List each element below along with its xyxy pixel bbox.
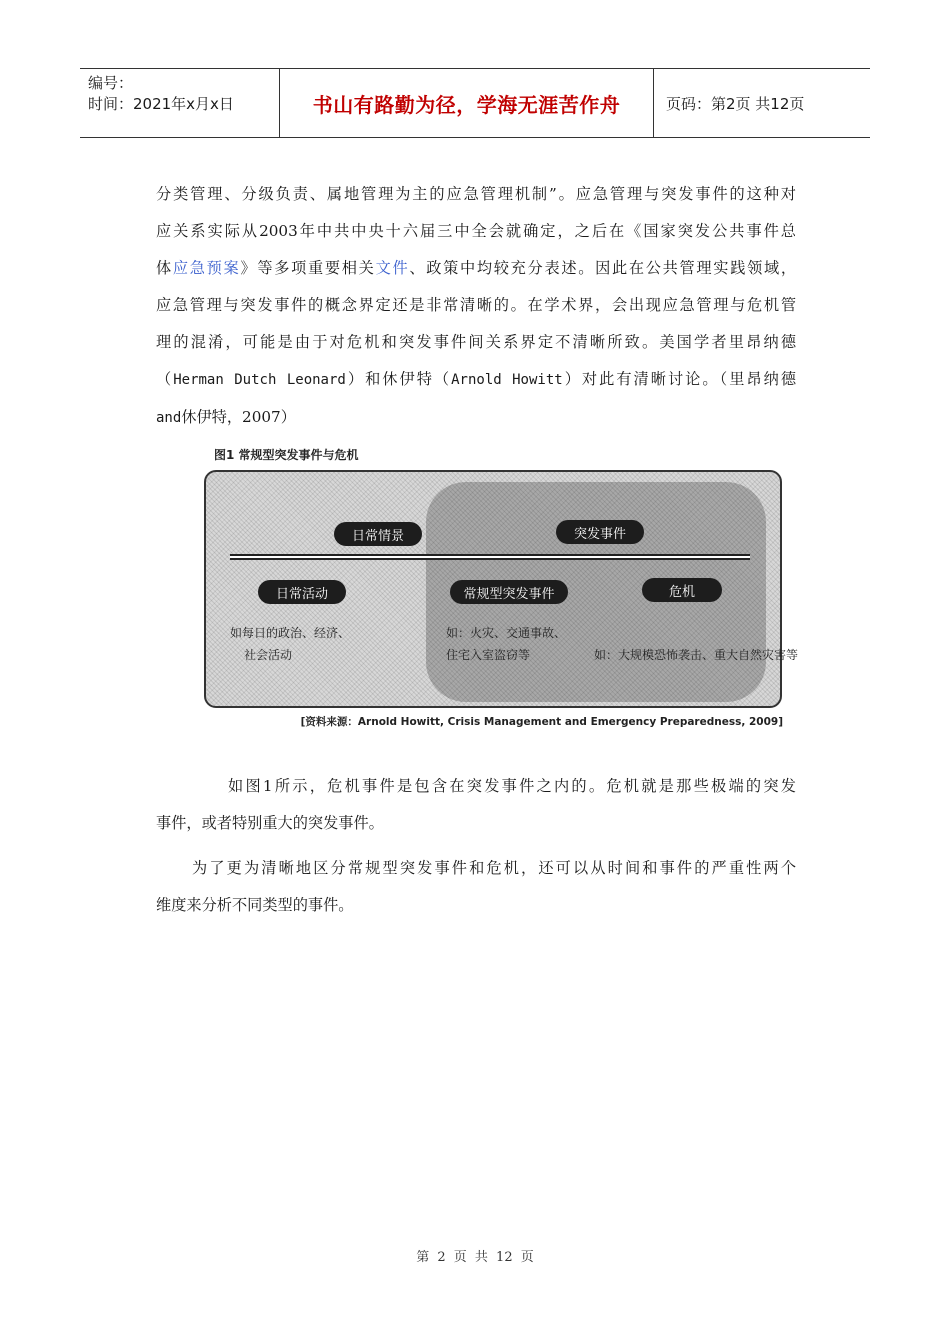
paragraph-line [156, 361, 796, 399]
figure-source: [资料来源：Arnold Howitt, Crisis Management and Emergency Preparedness, 2009] [300, 716, 783, 728]
note-line: 社会活动 [244, 648, 293, 662]
author-name: Arnold Howitt [451, 372, 563, 388]
header-meta [80, 69, 280, 137]
pill-routine-emergency: 常规型突发事件 [450, 580, 568, 604]
paragraph-line [156, 399, 796, 437]
header-motto: 书山有路勤为径，学海无涯苦作舟 [280, 69, 654, 137]
figure-title: 图1 常规型突发事件与危机 [214, 448, 359, 462]
link-emergency-plan[interactable]: 应急预案 [172, 259, 241, 277]
paragraph-line: 为了更为清晰地区分常规型突发事件和危机，还可以从时间和事件的严重性两个 [192, 859, 796, 877]
link-documents[interactable]: 文件 [375, 259, 410, 277]
paragraph-line: 理的混淆，可能是由于对危机和突发事件间关系界定不清晰所致。美国学者里昂纳德 [156, 333, 796, 351]
header-page-info: 页码：第2页 共12页 [666, 94, 805, 113]
paragraph-3 [156, 850, 796, 924]
text-run: ）和休伊特（ [345, 370, 452, 388]
paragraph-2 [156, 768, 796, 842]
paragraph-line: 应关系实际从2003年中共中央十六届三中全会就确定，之后在《国家突发公共事件总 [156, 222, 796, 240]
paragraph-line: 维度来分析不同类型的事件。 [156, 896, 354, 914]
figure-1 [200, 444, 799, 744]
paragraph-line [156, 250, 796, 287]
pill-daily-activity: 日常活动 [258, 580, 346, 604]
text-run: 体 [156, 259, 173, 277]
date-label: 时间：2021年x月x日 [88, 95, 234, 113]
paragraph-line: 事件，或者特别重大的突发事件。 [156, 814, 384, 832]
pill-daily-situation: 日常情景 [334, 522, 422, 546]
number-label: 编号： [88, 74, 134, 92]
paragraph-line: 应急管理与突发事件的概念界定还是非常清晰的。在学术界，会出现应急管理与危机管 [156, 296, 796, 314]
pill-emergency: 突发事件 [556, 520, 644, 544]
paragraph-1 [156, 176, 796, 437]
text-run: 》等多项重要相关 [240, 259, 376, 277]
note-crisis: 如：大规模恐怖袭击、重大自然灾害等 [594, 648, 799, 662]
note-line: 住宅入室盗窃等 [446, 648, 531, 662]
page-footer: 第 2 页 共 12 页 [416, 1250, 534, 1265]
text-run: 休伊特，2007） [181, 408, 296, 426]
figure-divider-line [230, 554, 750, 560]
text-run: 、政策中均较充分表述。因此在公共管理实践领域， [409, 259, 797, 277]
paragraph-line: 分类管理、分级负责、属地管理为主的应急管理机制”。应急管理与突发事件的这种对 [156, 185, 796, 203]
text-run: （ [156, 370, 174, 388]
note-daily-activity [230, 622, 350, 666]
text-run: and [156, 410, 182, 426]
note-routine-emergency [446, 622, 566, 666]
pill-crisis: 危机 [642, 578, 722, 602]
paragraph-line: 如图1所示，危机事件是包含在突发事件之内的。危机就是那些极端的突发 [228, 777, 796, 795]
page-header [80, 68, 870, 138]
figure-frame [204, 470, 799, 708]
author-name: Herman Dutch Leonard [173, 372, 346, 388]
text-run: ）对此有清晰讨论。（里昂纳德 [562, 370, 797, 388]
note-line: 如：火灾、交通事故、 [446, 626, 567, 640]
note-line: 如每日的政治、经济、 [230, 626, 351, 640]
